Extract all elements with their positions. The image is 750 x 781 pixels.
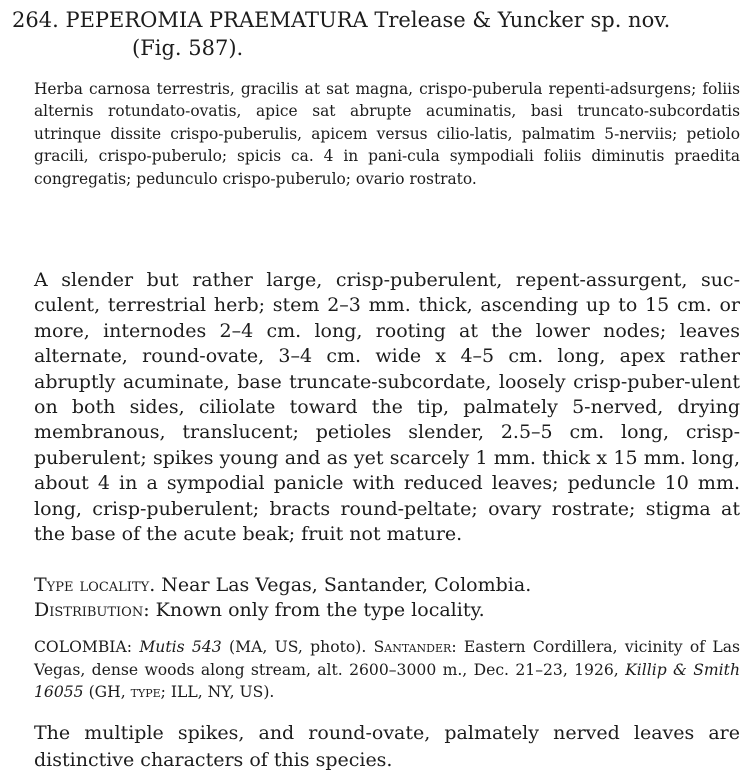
- english-description: A slender but rather large, crisp-puberulent, repent-assurgent, suc-culent, terrestrial herb; stem 2–3 mm. thick, ascending up to 15 cm. or more, internodes 2–4 cm. long, rooting at the lower nodes; leaves alternate, round-ovate, 3–4 cm. wide x 4–5 cm. long, apex rather abruptly acuminate, base truncate-subcordate, loosely crisp-puber-ulent on both sides, ciliolate toward the tip, palmately 5-nerved, drying membranous, translucent; petioles slender, 2.5–5 cm. long, crisp-puberulent; spikes young and as yet scarcely 1 mm. thick x 15 mm. long, about 4 in a sympodial panicle with reduced leaves; peduncle 10 mm. long, crisp-puberulent; bracts round-peltate; ovary rostrate; stigma at the base of the acute beak; fruit not mature.: [34, 269, 740, 546]
- locality-block: [34, 573, 740, 623]
- distribution-text: : Known only from the type locality.: [143, 599, 485, 621]
- specimen-country: COLOMBIA:: [34, 638, 132, 656]
- type-locality-text: . Near Las Vegas, Santander, Colombia.: [149, 574, 532, 596]
- type-locality-label: Type locality: [34, 574, 150, 596]
- figure-reference: (Fig. 587).: [132, 36, 244, 60]
- specimen-collector: Killip & Smith 16055: [34, 660, 740, 701]
- specimen-collector: Mutis 543: [139, 638, 222, 656]
- distribution-label: Distribution: [34, 599, 144, 621]
- specimens-cited: COLOMBIA: Mutis 543 (MA, US, photo). Santander: Eastern Cordillera, vicinity of Las Vegas, dense woods along stream, alt. 2600–3000 m., Dec. 21–23, 1926, Killip & Smith 16055 (GH, type; ILL, NY, US).: [34, 638, 740, 701]
- type-designation: type: [130, 683, 161, 701]
- species-name: PEPEROMIA PRAEMATURA: [65, 8, 368, 32]
- species-authors: Trelease & Yuncker sp. nov.: [374, 8, 671, 32]
- distribution: [34, 598, 740, 623]
- latin-diagnosis: Herba carnosa terrestris, gracilis at sat magna, crispo-puberula repenti-adsurgens; foliis alternis rotundato-ovatis, apice sat abrupte acuminatis, basi truncato-subcordatis utrinque dissite crispo-puberulis, apicem versus cilio-latis, palmatim 5-nerviis; petiolo gracili, crispo-puberulo; spicis ca. 4 in pani-cula sympodiali foliis diminutis praedita congregatis; pedunculo crispo-puberulo; ovario rostrato.: [34, 80, 740, 188]
- type-locality: [34, 573, 740, 598]
- species-number: 264.: [12, 8, 59, 32]
- specimen-department: Santander: [373, 638, 452, 656]
- species-heading: [12, 6, 742, 62]
- closing-remark: The multiple spikes, and round-ovate, palmately nerved leaves are distinctive characters of this species.: [34, 722, 740, 771]
